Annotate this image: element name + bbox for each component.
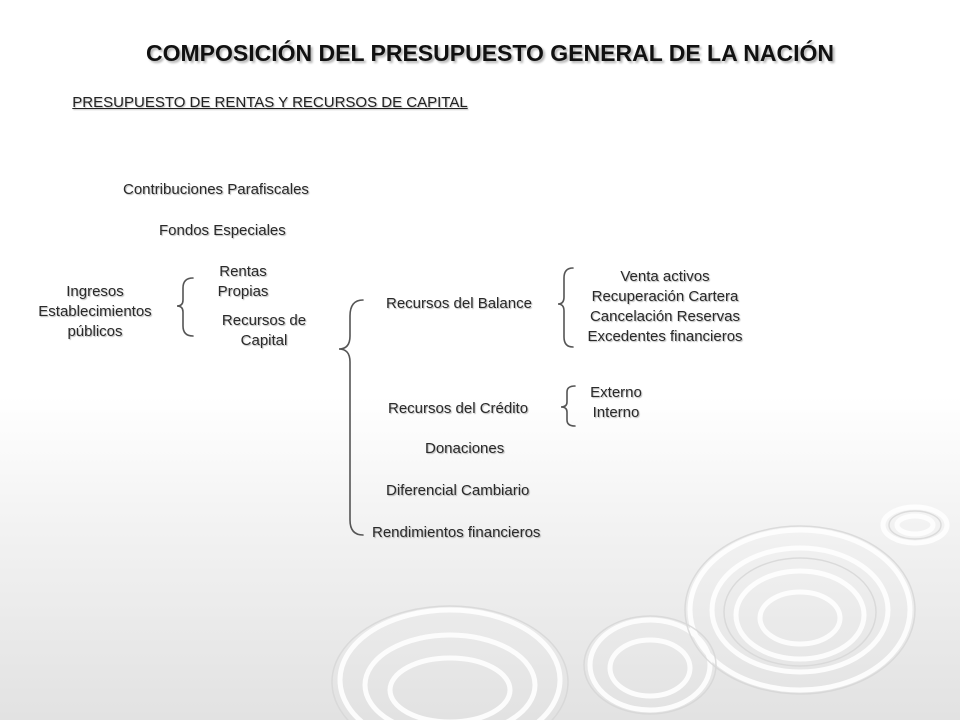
contribuciones-parafiscales: Contribuciones Parafiscales [123, 181, 309, 198]
rentas-propias-line: Rentas [219, 263, 267, 280]
bracket-balance [558, 268, 573, 347]
credito-item: Interno [592, 404, 640, 421]
recursos-capital-line: Recursos de [221, 312, 307, 329]
ingresos-line: Establecimientos [38, 303, 152, 320]
rendimientos-financieros: Rendimientos financieros [372, 524, 541, 541]
diferencial-cambiario: Diferencial Cambiario [386, 482, 530, 499]
ingresos-line: públicos [67, 323, 123, 340]
bracket-credito [561, 386, 575, 426]
fondos-especiales: Fondos Especiales [159, 222, 286, 239]
bracket-capital [339, 300, 363, 535]
recursos-capital-line: Capital [240, 332, 288, 349]
subtitle: PRESUPUESTO DE RENTAS Y RECURSOS DE CAPITAL [72, 94, 468, 111]
balance-item: Venta activos [620, 268, 710, 285]
balance-item: Recuperación Cartera [591, 288, 739, 305]
bracket-ingresos [177, 278, 193, 336]
ingresos-line: Ingresos [66, 283, 124, 300]
recursos-del-credito: Recursos del Crédito [388, 400, 529, 417]
rentas-propias-line: Propias [217, 283, 269, 300]
recursos-del-balance: Recursos del Balance [386, 295, 532, 312]
balance-item: Excedentes financieros [587, 328, 743, 345]
balance-item: Cancelación Reservas [589, 308, 741, 325]
page-title: COMPOSICIÓN DEL PRESUPUESTO GENERAL DE LA NACIÓN [146, 40, 834, 66]
credito-item: Externo [590, 384, 642, 401]
donaciones: Donaciones [425, 440, 505, 457]
